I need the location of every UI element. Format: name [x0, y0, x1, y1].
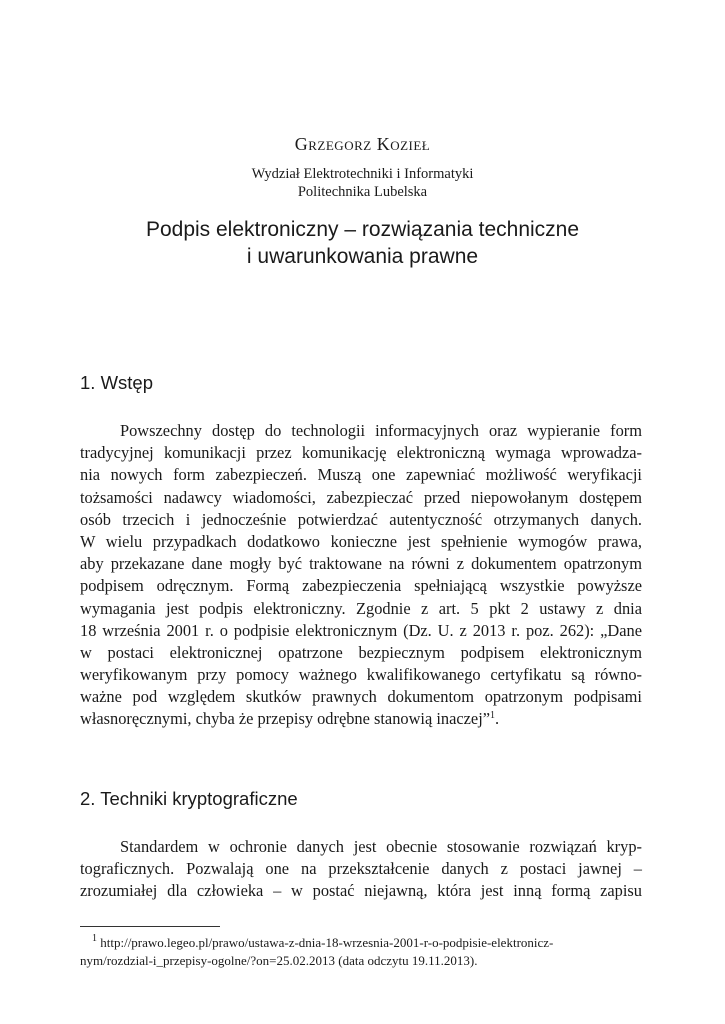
text-line-final [80, 708, 642, 730]
text-line: 18 września 2001 r. o podpisie elektronicznym (Dz. U. z 2013 r. poz. 262): „Dane [80, 620, 642, 640]
footnote-divider [80, 926, 220, 927]
text-line: w postaci elektronicznej opatrzone bezpiecznym podpisem elektronicznym [80, 642, 642, 662]
text-line: podpisem odręcznym. Formą zabezpieczenia spełniającą wszystkie powyższe [80, 576, 642, 596]
text-line: weryfikowanym przy pomocy ważnego kwalifikowanego certyfikatu są równo- [80, 665, 642, 685]
text-line: nia nowych form zabezpieczeń. Muszą one zapewniać możliwość weryfikacji [80, 465, 642, 485]
text-line: tożsamości nadawcy wiadomości, zabezpieczać przed niepowołanym dostępem [80, 487, 642, 507]
text-line: W wielu przypadkach dodatkowo konieczne jest spełnienie wymogów prawa, [80, 531, 642, 551]
text-line: zrozumiałej dla człowieka – w postać niejawną, która jest inną formą zapisu [80, 881, 642, 901]
section-heading-intro: 1. Wstęp [80, 372, 153, 393]
text-line: Powszechny dostęp do technologii informacyjnych oraz wypieranie form [120, 421, 642, 440]
author-name: Grzegorz Kozieł [294, 134, 431, 154]
end-punctuation: . [495, 709, 500, 729]
text-line: Standardem w ochronie danych jest obecnie stosowanie rozwiązań kryp- [120, 837, 642, 856]
footnote-reference[interactable]: 1 [490, 710, 496, 722]
intro-paragraph [80, 420, 642, 731]
affiliation-university: Politechnika Lubelska [297, 184, 428, 200]
paper-title-line1: Podpis elektroniczny – rozwiązania techniczne [145, 218, 580, 241]
footnote-number: 1 [92, 933, 97, 944]
section-heading-crypto: 2. Techniki kryptograficzne [80, 788, 298, 809]
affiliation-faculty: Wydział Elektrotechniki i Informatyki [251, 166, 474, 182]
text-line: osób trzecich i jednocześnie potwierdzać autentyczność otrzymanych danych. [80, 509, 642, 529]
paper-title-line2: i uwarunkowania prawne [246, 245, 479, 268]
text-line: tograficznych. Pozwalają one na przekształcenie danych z postaci jawnej – [80, 859, 642, 879]
text-line: wymagania jest podpis elektroniczny. Zgodnie z art. 5 pkt 2 ustawy z dnia [80, 598, 642, 618]
footnote [80, 934, 642, 970]
text-line: własnoręcznymi, chyba że przepisy odrębne stanowią inaczej” [80, 709, 491, 729]
text-line: ważne pod względem skutków prawnych dokumentom opatrzonym podpisami [80, 687, 642, 707]
crypto-paragraph [80, 836, 642, 903]
footnote-url-part1[interactable]: http://prawo.legeo.pl/prawo/ustawa-z-dnia-18-wrzesnia-2001-r-o-podpisie-elektronicz- [100, 935, 554, 950]
footnote-line2[interactable]: nym/rozdzial-i_przepisy-ogolne/?on=25.02.2013 (data odczytu 19.11.2013). [80, 953, 478, 968]
text-line: tradycyjnej komunikacji przez komunikację elektroniczną wymaga wprowadza- [80, 443, 642, 463]
footnote-line1 [80, 934, 642, 952]
text-line: aby przekazane dane mogły być traktowane na równi z dokumentem opatrzonym [80, 554, 642, 574]
